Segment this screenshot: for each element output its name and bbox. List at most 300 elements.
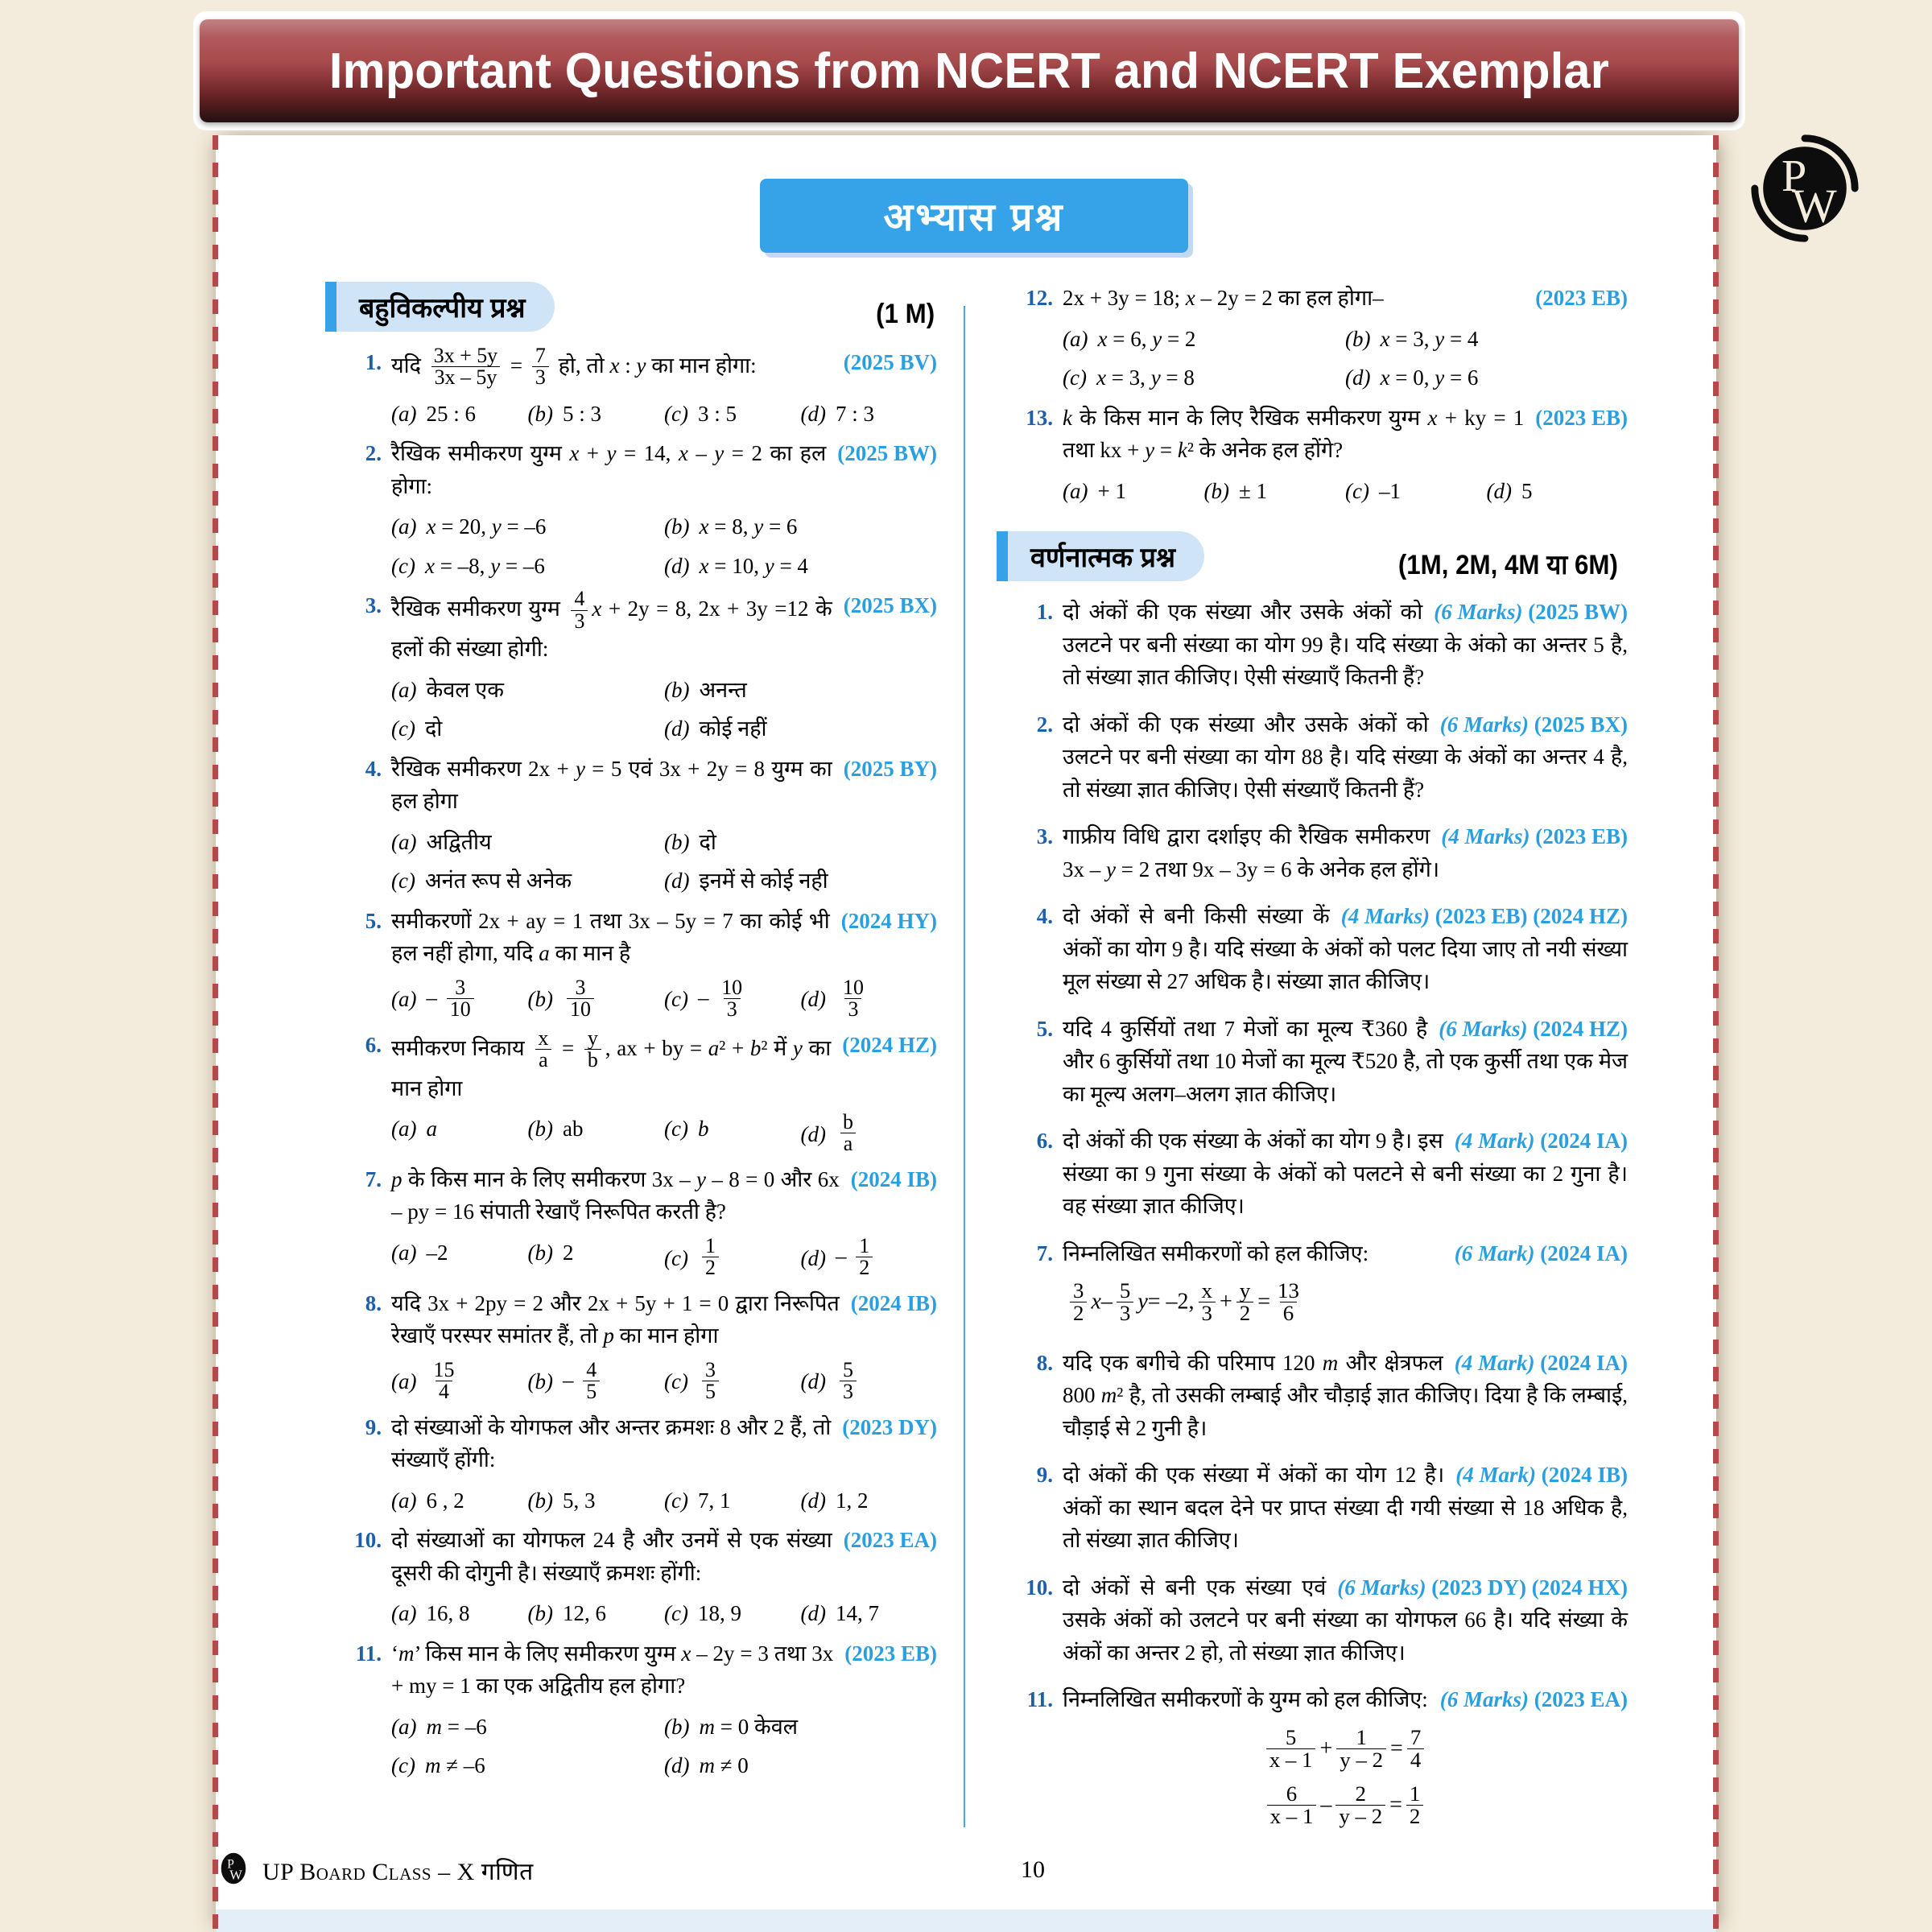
option-list	[391, 394, 937, 434]
option-text: 25 : 6	[426, 401, 476, 426]
option-label: (b)	[527, 401, 553, 426]
option-label: (c)	[664, 1488, 688, 1513]
option-list	[391, 975, 937, 1025]
option-text: अनंत रूप से अनेक	[424, 869, 572, 894]
question-text: (2023 EB) ‘m’ किस मान के लिए समीकरण युग्म x – 2y = 3 तथा 3x + my = 1 का एक अद्वितीय हल होगा?	[391, 1637, 937, 1703]
option-text: ab	[562, 1117, 584, 1141]
fraction	[840, 1112, 857, 1155]
question-tag: (2024 IB)	[850, 1290, 937, 1315]
option-label: (d)	[664, 869, 690, 894]
option[interactable]	[391, 1233, 528, 1273]
option[interactable]	[664, 1594, 801, 1633]
question-number: 4.	[365, 756, 382, 781]
option-cell	[1487, 472, 1629, 511]
fraction	[1336, 1724, 1386, 1773]
question-text: (2024 HZ) समीकरण निकाय $\frac{x}{a}$ = $\frac{y}{b}$ , ax + by = a² + b² में y का मान होगा	[391, 1026, 937, 1100]
option[interactable]	[1204, 472, 1346, 511]
option-cell	[391, 1109, 528, 1159]
option[interactable]	[664, 1707, 937, 1747]
svg-text:W: W	[229, 1867, 242, 1883]
option[interactable]	[664, 394, 801, 434]
question-number: 1.	[365, 350, 382, 374]
option-text: –1	[1378, 478, 1401, 503]
equation: $\frac{3}{2}$ x– $\frac{5}{3}$ y= –2, $\frac{x}{3}$ + $\frac{y}{2}$ = $\frac{13}{6}$	[1066, 1281, 1628, 1326]
option-cell	[391, 507, 664, 547]
option[interactable]	[1487, 472, 1629, 511]
mcq-marks-label: (1 M)	[875, 298, 935, 329]
option-text: a	[426, 1117, 437, 1141]
option-label: (c)	[664, 1245, 688, 1270]
fraction	[1335, 1783, 1385, 1828]
question-number: 4.	[1036, 904, 1053, 928]
option-cell	[664, 1746, 937, 1785]
option[interactable]	[391, 975, 528, 1025]
fraction-numerator: 5	[1285, 1724, 1297, 1749]
right-dashed-border	[1713, 135, 1719, 1932]
option-cell	[664, 671, 937, 710]
option-label: (b)	[527, 1117, 553, 1141]
fraction-numerator: 3	[1073, 1278, 1084, 1302]
question-number: 9.	[1036, 1463, 1053, 1488]
year-tags: (2023 EB)	[1535, 824, 1628, 848]
pw-logo-small-icon	[216, 1849, 251, 1892]
question-tag: (2025 BV)	[843, 350, 937, 374]
option-label: (d)	[1345, 365, 1371, 390]
left-dashed-border	[213, 135, 218, 1932]
marks-label: (6 Mark)	[1454, 1241, 1535, 1265]
descriptive-question	[1008, 1125, 1628, 1223]
option-list	[1063, 320, 1628, 398]
fraction	[567, 977, 594, 1021]
fraction	[840, 977, 867, 1021]
option-label: (d)	[1486, 478, 1512, 503]
question-tag: (2023 EA)	[843, 1528, 937, 1553]
option-cell	[664, 709, 937, 749]
fraction	[1199, 1280, 1216, 1325]
pw-logo-icon	[1745, 129, 1864, 248]
question-tag	[1441, 820, 1628, 853]
option-label: (a)	[1063, 326, 1088, 351]
option-label: (c)	[664, 987, 688, 1012]
option-label: (d)	[800, 1121, 826, 1146]
option-cell	[391, 547, 664, 586]
option[interactable]	[1063, 320, 1345, 359]
question-text: (4 Mark) (2024 IB) दो अंकों की एक संख्या में अंकों का योग 12 है। अंकों का स्थान बदल देने पर प्राप्त संख्या दी गयी संख्या से 18 अधिक है, तो संख्या ज्ञात कीजिए।	[1063, 1459, 1628, 1557]
option-text: x = 6, y = 2	[1097, 326, 1196, 351]
question-text: (4 Mark) (2024 IA) यदि एक बगीचे की परिमाप 120 m और क्षेत्रफल 800 m² है, तो उसकी लम्बाई और चौड़ाई ज्ञात कीजिए। दिया है कि लम्बाई, चौड़ाई से 2 गुनी है।	[1063, 1347, 1628, 1445]
option-label: (d)	[800, 1369, 826, 1394]
option[interactable]	[391, 507, 664, 547]
option[interactable]	[801, 975, 938, 1025]
option-text: 7 : 3	[835, 401, 874, 426]
option-cell	[391, 394, 528, 434]
fraction-numerator: 13	[1278, 1278, 1299, 1302]
option[interactable]	[801, 1109, 938, 1159]
fraction-numerator: 2	[1355, 1781, 1366, 1806]
question-tag: (2024 HY)	[840, 908, 937, 933]
option-cell	[801, 1481, 938, 1521]
question-number: 8.	[1036, 1350, 1053, 1375]
option-text: 1, 2	[835, 1488, 869, 1513]
year-tags: (2023 DY) (2024 HX)	[1431, 1575, 1628, 1600]
option[interactable]	[391, 547, 664, 586]
option-cell	[391, 823, 664, 862]
option-label: (b)	[1203, 478, 1229, 503]
option[interactable]	[664, 547, 937, 586]
question-number: 3.	[1036, 824, 1053, 848]
year-tags: (2024 IB)	[1541, 1463, 1628, 1488]
option-cell	[801, 1233, 938, 1283]
fraction-numerator: 3	[575, 975, 586, 999]
svg-text:P: P	[1781, 151, 1807, 201]
option[interactable]	[801, 394, 938, 434]
option-text: x = –8, y = –6	[424, 553, 545, 578]
fraction	[718, 977, 745, 1021]
question-tag	[1455, 1237, 1628, 1270]
marks-label: (6 Marks)	[1439, 1016, 1528, 1041]
option-cell	[528, 1357, 665, 1407]
mcq-question-list-left	[336, 346, 937, 1785]
fraction-denominator: 3x – 5y	[431, 366, 501, 388]
option[interactable]	[528, 394, 665, 434]
option-label: (a)	[391, 1601, 417, 1626]
option-list	[391, 507, 937, 585]
option-text: इनमें से कोई नही	[699, 869, 828, 894]
fraction-numerator: 3	[455, 975, 466, 999]
option-text: केवल एक	[426, 677, 504, 702]
question-tag: (2025 BW)	[837, 441, 937, 466]
option-label: (d)	[800, 987, 826, 1012]
option[interactable]	[391, 394, 528, 434]
option-cell	[528, 1233, 665, 1283]
descriptive-question-list	[1008, 596, 1628, 1835]
fraction-numerator: 7	[1410, 1724, 1422, 1749]
option-cell	[664, 1481, 801, 1521]
descriptive-question	[1008, 1347, 1628, 1445]
question-number: 13.	[1026, 405, 1053, 430]
question-text: (2025 BW) रैखिक समीकरण युग्म x + y = 14, x – y = 2 का हल होगा:	[391, 437, 937, 502]
option-label: (d)	[800, 1488, 826, 1513]
option[interactable]	[528, 975, 665, 1025]
fraction-numerator: y	[1239, 1278, 1251, 1302]
svg-text:P: P	[227, 1857, 234, 1872]
fraction	[535, 1028, 551, 1071]
option-text: अद्वितीय	[426, 829, 492, 854]
option[interactable]	[391, 671, 664, 710]
option-text: – $\frac{1}{2}$	[836, 1236, 877, 1280]
fraction-denominator: x – 1	[1266, 1748, 1316, 1771]
option-label: (d)	[800, 1245, 826, 1270]
option[interactable]	[664, 709, 937, 749]
question-text: (6 Marks) (2025 BW) दो अंकों की एक संख्या और उसके अंकों को उलटने पर बनी संख्या का योग 99 है। यदि संख्या के अंको का अन्तर 5 है, तो संख्या ज्ञात कीजिए। ऐसी संख्याएँ कितनी हैं?	[1063, 596, 1628, 694]
question-tag	[1434, 596, 1628, 629]
option-label: (b)	[664, 829, 690, 854]
option-label: (a)	[391, 1117, 417, 1141]
option[interactable]	[664, 1109, 801, 1149]
option-cell	[391, 1746, 664, 1785]
fraction-numerator: b	[842, 1110, 853, 1133]
fraction-denominator: 4	[436, 1381, 452, 1402]
option-cell	[801, 1109, 938, 1159]
option-text	[836, 1357, 861, 1404]
option[interactable]	[1345, 472, 1487, 511]
fraction-numerator: 3x + 5y	[433, 344, 498, 367]
fraction-denominator: 5	[583, 1381, 600, 1402]
option[interactable]	[391, 861, 664, 901]
mcq-question-list-right	[1008, 282, 1628, 510]
fraction-numerator: x	[538, 1026, 549, 1050]
option[interactable]	[664, 823, 937, 862]
option-label: (c)	[664, 401, 688, 426]
option-label: (b)	[527, 1488, 553, 1513]
fraction-numerator: 7	[535, 344, 546, 367]
option-list	[391, 1594, 937, 1633]
question-tag: (2025 BY)	[843, 756, 937, 781]
fraction-denominator: y – 2	[1335, 1805, 1385, 1827]
option-cell	[528, 394, 665, 434]
option[interactable]	[664, 975, 801, 1025]
option-label: (c)	[1345, 478, 1369, 503]
option-text: x = 8, y = 6	[699, 514, 798, 539]
fraction	[584, 1028, 601, 1071]
descriptive-question	[1008, 1683, 1628, 1835]
option-text	[698, 1233, 723, 1280]
option[interactable]	[664, 1481, 801, 1521]
option-label: (c)	[391, 1753, 415, 1778]
mcq-question	[336, 1637, 937, 1785]
banner-frame	[193, 11, 1745, 130]
option-label: (a)	[391, 514, 417, 539]
option-text: 7, 1	[697, 1488, 731, 1513]
option-cell	[391, 975, 528, 1025]
question-text: (2025 BV) यदि $\frac{3x + 5y}{3x - 5y}$ = $\frac{7}{3}$ हो, तो x : y का मान होगा:	[391, 344, 937, 390]
fraction	[431, 345, 501, 389]
marks-label: (4 Marks)	[1441, 824, 1530, 848]
option-text: – $\frac{10}{3}$	[698, 978, 749, 1022]
option[interactable]	[664, 1233, 801, 1283]
option-label: (b)	[527, 987, 553, 1012]
option-label: (c)	[664, 1117, 688, 1141]
option-cell	[1345, 358, 1628, 398]
question-number: 5.	[365, 908, 382, 933]
question-tag	[1440, 1683, 1628, 1716]
option[interactable]	[528, 1109, 665, 1149]
fraction-denominator: y – 2	[1336, 1748, 1386, 1771]
option-cell	[528, 1109, 665, 1159]
option-label: (a)	[391, 1714, 417, 1739]
option[interactable]	[801, 1594, 938, 1633]
fraction	[1274, 1280, 1302, 1325]
mcq-question	[336, 1287, 937, 1407]
question-tag	[1440, 708, 1628, 741]
fraction	[1236, 1280, 1253, 1325]
option-label: (b)	[664, 1714, 690, 1739]
mcq-question	[336, 437, 937, 585]
descriptive-section-header	[1008, 531, 1628, 596]
footer-text: UP Board Class – X गणित	[262, 1858, 534, 1885]
option-cell	[391, 1481, 528, 1521]
marks-label: (6 Marks)	[1439, 1687, 1529, 1712]
option-text: m ≠ –6	[424, 1753, 485, 1778]
question-text: (2023 DY) दो संख्याओं के योगफल और अन्तर क्रमशः 8 और 2 हैं, तो संख्याएँ होंगी:	[391, 1411, 937, 1476]
equation: $\frac{6}{x - 1}$ – $\frac{2}{y - 2}$ = $\frac{1}{2}$	[1063, 1784, 1628, 1829]
option-cell	[664, 547, 937, 586]
year-tags: (2024 IA)	[1540, 1241, 1628, 1265]
option-label: (b)	[664, 514, 690, 539]
fraction-numerator: 1	[704, 1233, 716, 1257]
question-tag	[1455, 1347, 1628, 1380]
option[interactable]	[801, 1481, 938, 1521]
year-tags: (2024 IA)	[1540, 1350, 1628, 1375]
fraction-denominator: 2	[1406, 1805, 1423, 1827]
option-label: (d)	[800, 401, 826, 426]
option[interactable]	[528, 1481, 665, 1521]
option[interactable]	[528, 1233, 665, 1273]
option-text: 3 : 5	[697, 401, 737, 426]
option-text	[836, 975, 871, 1022]
option-text: 5 : 3	[562, 401, 601, 426]
question-text: (6 Marks) (2024 HZ) यदि 4 कुर्सियों तथा 7 मेजों का मूल्य ₹360 है और 6 कुर्सियों तथा 10 मेजों का मूल्य ₹520 है, तो एक कुर्सी तथा एक मेज का मूल्य अलग–अलग ज्ञात कीजिए।	[1063, 1013, 1628, 1111]
question-text: (4 Mark) (2024 IA) दो अंकों की एक संख्या के अंकों का योग 9 है। इस संख्या का 9 गुना संख्या के अंकों को पलटने से बनी संख्या का 2 गुना है। वह संख्या ज्ञात कीजिए।	[1063, 1125, 1628, 1223]
option-label: (c)	[391, 869, 415, 894]
option[interactable]	[664, 671, 937, 710]
mcq-question	[336, 346, 937, 433]
option-cell	[528, 975, 665, 1025]
question-text: (2023 EB) 2x + 3y = 18; x – 2y = 2 का हल होगा–	[1063, 282, 1628, 315]
marks-label: (4 Marks)	[1340, 904, 1430, 928]
descriptive-section-tab	[1008, 531, 1204, 581]
option-text: x = 10, y = 4	[699, 553, 808, 578]
option-label: (b)	[664, 677, 690, 702]
option-cell	[664, 1594, 801, 1633]
right-column	[966, 282, 1716, 1827]
fraction-denominator: 3	[571, 610, 588, 632]
option-text: दो	[699, 829, 716, 854]
option[interactable]	[664, 1357, 801, 1407]
option-label: (d)	[664, 553, 690, 578]
option-text: m = 0 केवल	[699, 1714, 799, 1739]
option[interactable]	[391, 709, 664, 749]
fraction-denominator: 3	[532, 366, 549, 388]
option-cell	[1204, 472, 1346, 511]
option-label: (d)	[664, 1753, 690, 1778]
column-divider	[964, 306, 965, 1827]
marks-label: (6 Marks)	[1434, 600, 1523, 624]
mcq-question	[336, 1163, 937, 1283]
option[interactable]	[1063, 472, 1204, 511]
option-list	[391, 1233, 937, 1283]
option-text: 5	[1521, 478, 1533, 503]
fraction-numerator: 4	[574, 587, 585, 611]
option-text	[563, 975, 598, 1022]
option[interactable]	[391, 1707, 664, 1747]
fraction-numerator: 1	[1356, 1724, 1367, 1749]
option-text	[698, 1357, 723, 1404]
option[interactable]	[664, 1746, 937, 1785]
question-tag	[1439, 1013, 1628, 1046]
question-text: (2024 HY) समीकरणों 2x + ay = 1 तथा 3x – 5y = 7 का कोई भी हल नहीं होगा, यदि a का मान है	[391, 905, 937, 970]
fraction-numerator: 15	[433, 1357, 455, 1381]
question-number: 10.	[1026, 1575, 1053, 1600]
option[interactable]	[391, 1357, 528, 1407]
fraction-numerator: 5	[1119, 1278, 1131, 1302]
question-number: 8.	[365, 1290, 382, 1315]
descriptive-question	[1008, 1237, 1628, 1332]
fraction	[1406, 1783, 1423, 1828]
option[interactable]	[528, 1357, 665, 1407]
question-number: 2.	[365, 441, 382, 466]
fraction-numerator: x	[1201, 1278, 1212, 1302]
option-text: 14, 7	[835, 1601, 879, 1626]
fraction-numerator: 1	[859, 1233, 870, 1257]
question-number: 11.	[355, 1641, 382, 1666]
fraction-denominator: 10	[567, 998, 594, 1020]
fraction	[1117, 1280, 1133, 1325]
fraction	[1267, 1783, 1317, 1828]
option[interactable]	[1063, 358, 1345, 398]
fraction	[702, 1233, 719, 1280]
option[interactable]	[528, 1594, 665, 1633]
question-tag: (2023 EB)	[844, 1641, 937, 1666]
option-cell	[528, 1594, 665, 1633]
marks-label: (4 Mark)	[1454, 1129, 1535, 1153]
option-label: (a)	[391, 401, 417, 426]
fraction-denominator: 3	[1117, 1302, 1133, 1324]
option-cell	[391, 1594, 528, 1633]
question-number: 6.	[1036, 1129, 1053, 1153]
option-text: ± 1	[1238, 478, 1268, 503]
option[interactable]	[664, 507, 937, 547]
option[interactable]	[391, 1481, 528, 1521]
option[interactable]	[801, 1357, 938, 1407]
option[interactable]	[1345, 358, 1628, 398]
fraction	[430, 1357, 457, 1404]
fraction-denominator: 2	[1236, 1302, 1253, 1324]
option[interactable]	[1345, 320, 1628, 359]
question-tag: (2024 IB)	[850, 1166, 937, 1191]
option[interactable]	[664, 861, 937, 901]
option-cell	[801, 1357, 938, 1407]
mcq-question	[336, 1524, 937, 1633]
mcq-question	[336, 753, 937, 901]
option[interactable]	[391, 1109, 528, 1149]
option-text: x = 0, y = 6	[1380, 365, 1479, 390]
option[interactable]	[391, 823, 664, 862]
option-text: 16, 8	[426, 1601, 470, 1626]
bottom-band	[216, 1909, 1716, 1932]
year-tags: (2024 IA)	[1540, 1129, 1628, 1153]
mcq-question	[336, 1026, 937, 1159]
question-tag	[1455, 1459, 1628, 1492]
fraction	[1407, 1724, 1424, 1773]
fraction-denominator: 3	[844, 998, 861, 1020]
fraction-denominator: a	[535, 1049, 551, 1071]
banner-title: Important Questions from NCERT and NCERT Exemplar	[328, 43, 1610, 99]
option-text: दो	[424, 716, 443, 741]
option-cell	[801, 394, 938, 434]
option[interactable]	[801, 1233, 938, 1283]
option[interactable]	[391, 1746, 664, 1785]
question-text: (2025 BX) रैखिक समीकरण युग्म $\frac{4}{3}$ x + 2y = 8, 2x + 3y =12 के हलों की संख्या होगी:	[391, 587, 937, 662]
option[interactable]	[391, 1594, 528, 1633]
option-label: (a)	[391, 829, 417, 854]
option-cell	[1063, 358, 1345, 398]
fraction-numerator: y	[587, 1026, 598, 1050]
option-label: (c)	[664, 1601, 688, 1626]
mcq-question	[1008, 402, 1628, 511]
descriptive-question	[1008, 900, 1628, 998]
fraction	[702, 1357, 719, 1404]
